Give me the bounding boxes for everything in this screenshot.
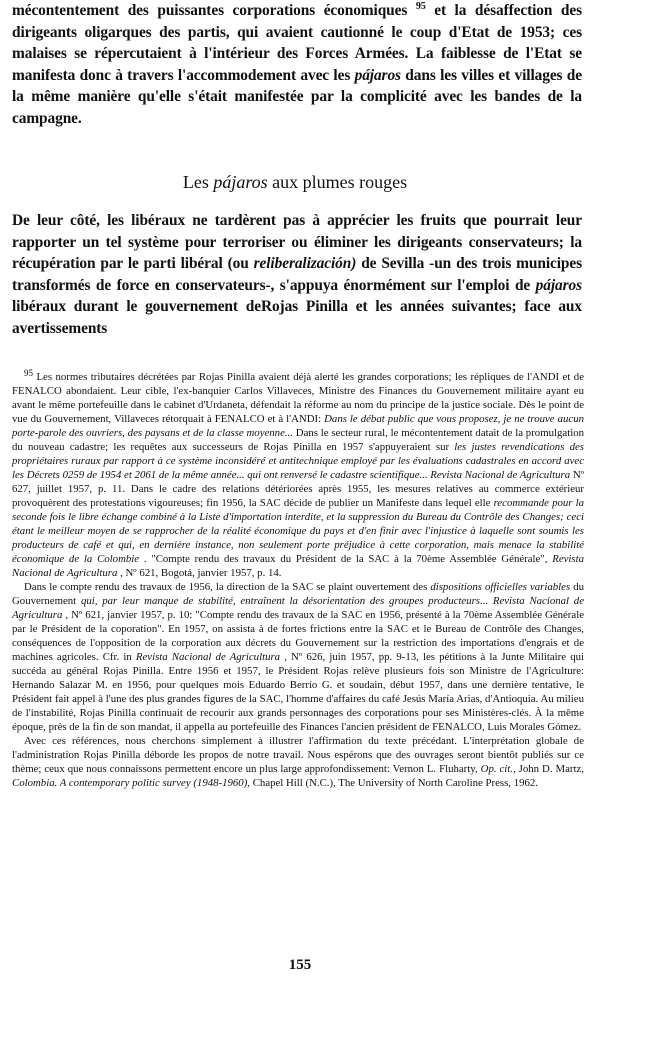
text-run: , Nº 626, juin 1957, pp. 9-13, les pétitions à la Junte Militaire qui succéda au général Rojas Pinilla. Entre 1956 et 1957, le Président Rojas relève plusieurs fois son Ministre de l'Agriculture: Hernando Salazar M. en 1956, pour quelques mois Eduardo Berrío G. et soudain, début 1957, dans une dernière tentative, le Président fait appel à l'une des plus grandes figures de la SAC, l'homme d'affaires du café Jesús María Arias, d'Antioquia. Au milieu de l'instabilité, Rojas Pinilla continuait de recourir aux grands personnages des corporations pour ses Ministères-clés. À la même époque, près de la fin de son mandat, il appella au portefeuille des Finances l'ancien président de FENALCO, Luis Morales Gómez. bbox=[12, 651, 584, 733]
text-run: mécontentement des puissantes corporations économiques bbox=[12, 2, 416, 19]
footnote-paragraph-3 bbox=[12, 734, 584, 790]
italic-citation: Colombia. A contemporary politic survey (1948-1960), bbox=[12, 777, 251, 789]
italic-citation: Op. cit., bbox=[480, 763, 516, 775]
text-run: , Nº 621, janvier 1957, p. 10: "Compte rendu des travaux de la SAC en 1956, présenté à la 70ème Assemblée Générale par le Président de la coporation". En 1957, on assista à de fortes frictions entre la SAC et le Bureau de Contrôle des Changes, conséquences de l'opposition de la corporation aux décrets du Gouvernement sur la restriction des importations d'engrais et de machines agricoles. Cfr. in bbox=[12, 609, 584, 663]
footnote-paragraph-2 bbox=[12, 580, 584, 734]
text-run: Les normes tributaires décrétées par Rojas Pinilla avaient déjà alerté les grandes corporations; les répliques de l'ANDI et de FENALCO abondaient. Leur cible, l'ex-banquier Carlos Villaveces, Ministre des Finances du Gouvernement militaire ayant eu avant le même portefeuille dans le cabinet d'Urdaneta, défendait la réforme au nom du principe de la justice sociale. Dès le point de vue du Gouvernement, Villaveces rétorquait à FENALCO et à l'ANDI: bbox=[12, 371, 584, 425]
footnotes-section bbox=[12, 370, 584, 790]
text-run: Chapel Hill (N.C.), The University of North Caroline Press, 1962. bbox=[250, 777, 538, 789]
italic-term: pájaros bbox=[354, 66, 401, 84]
text-run: du Gouvernement bbox=[12, 581, 585, 607]
section-heading bbox=[0, 172, 590, 193]
italic-term: pájaros bbox=[535, 276, 582, 294]
italic-term: pájaros bbox=[213, 172, 268, 192]
text-run: aux plumes rouges bbox=[267, 172, 408, 192]
italic-quote: Dans le débat public que vous proposez, je ne trouve aucun porte-parole des ouvriers, des paysans et de la classe moyenne... bbox=[12, 413, 584, 439]
italic-quote: dispositions officielles variables bbox=[430, 581, 571, 593]
text-run: Dans le secteur rural, le mécontentement datait de la promulgation du nouveau cadastre; les requêtes aux successeurs de Rojas Pinilla en 1957 s'appuyeraient sur bbox=[12, 427, 584, 453]
italic-citation: Revista Nacional de Agricultura bbox=[12, 553, 584, 579]
text-run: Nº 627, juillet 1957, p. 11. Dans le cadre des relations détériorées après 1955, les mesures relatives au commerce extérieur provoquèrent des protestations vigoureuses; fin 1956, la SAC décide de publier un Manifeste dans lequel elle bbox=[12, 469, 584, 509]
page-number: 155 bbox=[288, 957, 312, 973]
text-run: Avec ces références, nous cherchons simplement à illustrer l'affirmation du texte précédant. L'interprétation globale de l'administration Rojas Pinilla déborde les propos de notre travail. Nous espérons que des ouvrages seront bientôt publiés sur ce thème; ceux que nous connaissons permettent encore un plus large approfondissement: Vernon L. Fluharty, bbox=[12, 735, 584, 775]
text-run: Les bbox=[182, 172, 214, 192]
text-run: De leur côté, les libéraux ne tardèrent pas à apprécier les fruits que pourrait leur rapporter un tel système pour terroriser ou éliminer les dirigeants conservateurs; la récupération par le parti libéral (ou bbox=[12, 212, 582, 272]
text-run: libéraux durant le gouvernement deRojas Pinilla et les années suivantes; face aux avertissements bbox=[12, 298, 582, 337]
italic-quote: recommande pour la seconde fois le libre échange combiné à la Liste d'importation interdite, et la suppression du Bureau du Contrôle des Changes; ceci étant le meilleur moyen de se rapprocher de la réalité économique du pays et d'en finir avec l'injustice à laquelle sont soumis les producteurs de café et qui, en dernière instance, non seulement porte préjudice à cette corporation, mais menace la stabilité économique de la Colombie bbox=[12, 497, 585, 565]
text-run: de Sevilla -un des trois municipes transformés de force en conservateurs-, s'appuya énormément sur l'emploi de bbox=[12, 255, 582, 294]
text-run: dans les villes et villages de la même manière qu'elle s'était manifestée par la complicité avec les bandes de la campagne. bbox=[12, 66, 582, 127]
text-run: John D. Martz, bbox=[515, 763, 584, 775]
footnote-reference-95[interactable]: 95 bbox=[415, 1, 426, 12]
italic-term: reliberalización) bbox=[253, 255, 357, 272]
footnote-95 bbox=[12, 370, 584, 580]
text-run: et la désaffection des dirigeants oligarques des partis, qui avaient cautionné le coup d'Etat de 1953; ces malaises se répercutaient à l'intérieur des Forces Armées. La faiblesse de l'Etat se manifesta donc à travers l'accommodement avec les bbox=[12, 2, 582, 84]
body-paragraph-1 bbox=[12, 0, 582, 129]
italic-quote: qui, par leur manque de stabilité, entraînent la désorientation des groupes producteurs... Revista Nacional de Agricultura bbox=[12, 595, 584, 621]
footnote-number: 95 bbox=[24, 368, 33, 378]
body-paragraph-2 bbox=[12, 210, 582, 339]
text-run: , Nº 621, Bogotá, janvier 1957, p. 14. bbox=[117, 567, 282, 579]
text-run: Dans le compte rendu des travaux de 1956, la direction de la SAC se plaint ouvertement des bbox=[24, 581, 431, 593]
italic-quote: les justes revendications des propriétaires ruraux par rapport à ce système inconsidéré et antitechnique employé par les évaluations cadastrales en accord avec les Décrets 0259 de 1954 et 2061 de la même année... qui ont renversé le cadastre scientifique... Revista Nacional de Agricultura bbox=[12, 441, 584, 481]
italic-citation: Revista Nacional de Agricultura bbox=[135, 651, 281, 663]
text-run: . "Compte rendu des travaux du Président de la SAC à la 70ème Assemblée Générale", bbox=[139, 553, 553, 565]
